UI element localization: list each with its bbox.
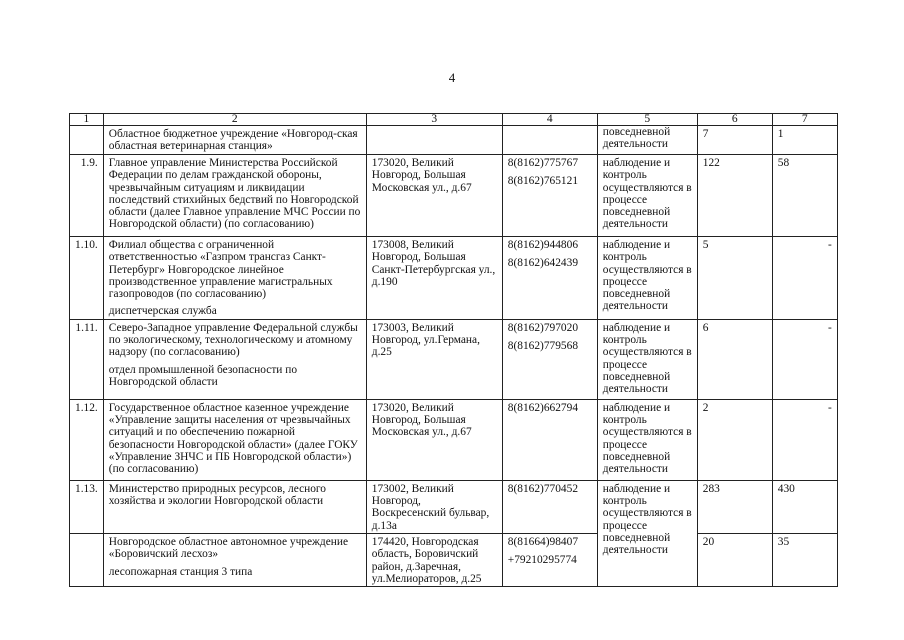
column-number-header-row bbox=[70, 114, 838, 126]
row-number: 1.12. bbox=[70, 399, 104, 480]
address-cell: 173020, Великий Новгород, Большая Московская ул., д.67 bbox=[366, 155, 502, 237]
column-header: 7 bbox=[772, 114, 837, 126]
table-row bbox=[70, 126, 838, 155]
column-header: 4 bbox=[502, 114, 597, 126]
organization-cell bbox=[103, 319, 366, 399]
count-cell-7: 58 bbox=[772, 155, 837, 237]
address-cell: 173003, Великий Новгород, ул.Германа, д.25 bbox=[366, 319, 502, 399]
count-cell-6: 5 bbox=[697, 237, 772, 320]
count-cell-6: 2 bbox=[697, 399, 772, 480]
count-cell-6: 20 bbox=[697, 533, 772, 586]
count-cell-7: 35 bbox=[772, 533, 837, 586]
table-row bbox=[70, 319, 838, 399]
function-cell: наблюдение и контроль осуществляются в процессе повседневной деятельности bbox=[597, 319, 697, 399]
row-number: 1.11. bbox=[70, 319, 104, 399]
count-cell-6: 7 bbox=[697, 126, 772, 155]
phone-cell bbox=[502, 237, 597, 320]
function-cell: наблюдение и контроль осуществляются в процессе повседневной деятельности bbox=[597, 480, 697, 586]
phone-number: 8(8162)775767 bbox=[507, 157, 579, 169]
organization-name: Новгородское областное автономное учреждение «Боровичский лесхоз» bbox=[108, 535, 349, 561]
count-cell-6: 283 bbox=[697, 480, 772, 533]
table-row bbox=[70, 399, 838, 480]
address-cell: 173002, Великий Новгород, Воскресенский бульвар, д.13а bbox=[366, 480, 502, 533]
column-header: 2 bbox=[103, 114, 366, 126]
phone-cell bbox=[502, 480, 597, 533]
row-number bbox=[70, 126, 104, 155]
count-cell-7: 1 bbox=[772, 126, 837, 155]
function-cell: наблюдение и контроль осуществляются в процессе повседневной деятельности bbox=[597, 399, 697, 480]
address-cell: 173008, Великий Новгород, Большая Санкт-Петербургская ул., д.190 bbox=[366, 237, 502, 320]
organization-name: Филиал общества с ограниченной ответственностью «Газпром трансгаз Санкт-Петербург» Новгородское линейное производственное управление магистральных газопроводов (по согласованию) bbox=[108, 239, 333, 301]
column-header: 6 bbox=[697, 114, 772, 126]
organization-name: Министерство природных ресурсов, лесного хозяйства и экологии Новгородской области bbox=[108, 482, 327, 508]
organization-name: Областное бюджетное учреждение «Новгород-ская областная ветеринарная станция» bbox=[108, 128, 358, 153]
organization-subunit: диспетчерская служба bbox=[108, 305, 217, 318]
phone-number: 8(8162)765121 bbox=[507, 175, 579, 188]
count-cell-7: - bbox=[772, 319, 837, 399]
organization-name: Государственное областное казенное учреждение «Управление защиты населения от чрезвычайных ситуаций и по обеспечению пожарной безопасности Новгородской области» (далее ГОКУ «Управление ЗНЧС и ПБ Новгородской области») (по согласованию) bbox=[108, 401, 358, 476]
phone-number: 8(8162)662794 bbox=[507, 401, 579, 414]
document-table bbox=[69, 113, 838, 587]
organization-cell bbox=[103, 399, 366, 480]
row-number: 1.10. bbox=[70, 237, 104, 320]
table-row bbox=[70, 237, 838, 320]
column-header: 5 bbox=[597, 114, 697, 126]
phone-cell bbox=[502, 155, 597, 237]
phone-number: 8(81664)98407 bbox=[507, 535, 579, 548]
count-cell-6: 122 bbox=[697, 155, 772, 237]
phone-number: 8(8162)944806 bbox=[507, 239, 579, 251]
organization-subunit: отдел промышленной безопасности по Новгородской области bbox=[108, 363, 298, 388]
function-cell: наблюдение и контроль осуществляются в процессе повседневной деятельности bbox=[597, 155, 697, 237]
organization-cell bbox=[103, 237, 366, 320]
organization-cell bbox=[103, 533, 366, 586]
count-cell-7: - bbox=[772, 237, 837, 320]
phone-number: 8(8162)797020 bbox=[507, 321, 579, 334]
organization-cell bbox=[103, 126, 366, 155]
table-row bbox=[70, 155, 838, 237]
organization-subunit: лесопожарная станция 3 типа bbox=[108, 565, 253, 578]
column-header: 1 bbox=[70, 114, 104, 126]
function-cell: наблюдение и контроль осуществляются в процессе повседневной деятельности bbox=[597, 237, 697, 320]
phone-number: 8(8162)642439 bbox=[507, 257, 579, 270]
organization-name: Северо-Западное управление Федеральной службы по экологическому, технологическому и атомному надзору (по согласованию) bbox=[108, 321, 358, 359]
organization-cell bbox=[103, 155, 366, 237]
count-cell-7: - bbox=[772, 399, 837, 480]
row-number bbox=[70, 533, 104, 586]
phone-cell bbox=[502, 533, 597, 586]
phone-cell bbox=[502, 126, 597, 155]
phone-number: 8(8162)770452 bbox=[507, 482, 579, 495]
address-cell: 174420, Новгородская область, Боровичский район, д.Заречная, ул.Мелиораторов, д.25 bbox=[366, 533, 502, 586]
table-row bbox=[70, 533, 838, 586]
phone-number: 8(8162)779568 bbox=[507, 340, 579, 353]
column-header: 3 bbox=[366, 114, 502, 126]
phone-cell bbox=[502, 399, 597, 480]
table-row bbox=[70, 480, 838, 533]
address-cell: 173020, Великий Новгород, Большая Московская ул., д.67 bbox=[366, 399, 502, 480]
phone-cell bbox=[502, 319, 597, 399]
count-cell-7: 430 bbox=[772, 480, 837, 533]
page-number: 4 bbox=[448, 70, 456, 85]
function-cell: повседневной деятельности bbox=[597, 126, 697, 155]
count-cell-6: 6 bbox=[697, 319, 772, 399]
address-cell bbox=[366, 126, 502, 155]
organization-cell bbox=[103, 480, 366, 533]
row-number: 1.13. bbox=[70, 480, 104, 533]
organization-name: Главное управление Министерства Российской Федерации по делам гражданской обороны, чрезвычайным ситуациям и ликвидации последствий стихийных бедствий по Новгородской области (далее Главное управление МЧС России по Новгородской области) (по согласованию) bbox=[108, 157, 361, 231]
row-number: 1.9. bbox=[70, 155, 104, 237]
phone-number: +79210295774 bbox=[507, 554, 577, 567]
